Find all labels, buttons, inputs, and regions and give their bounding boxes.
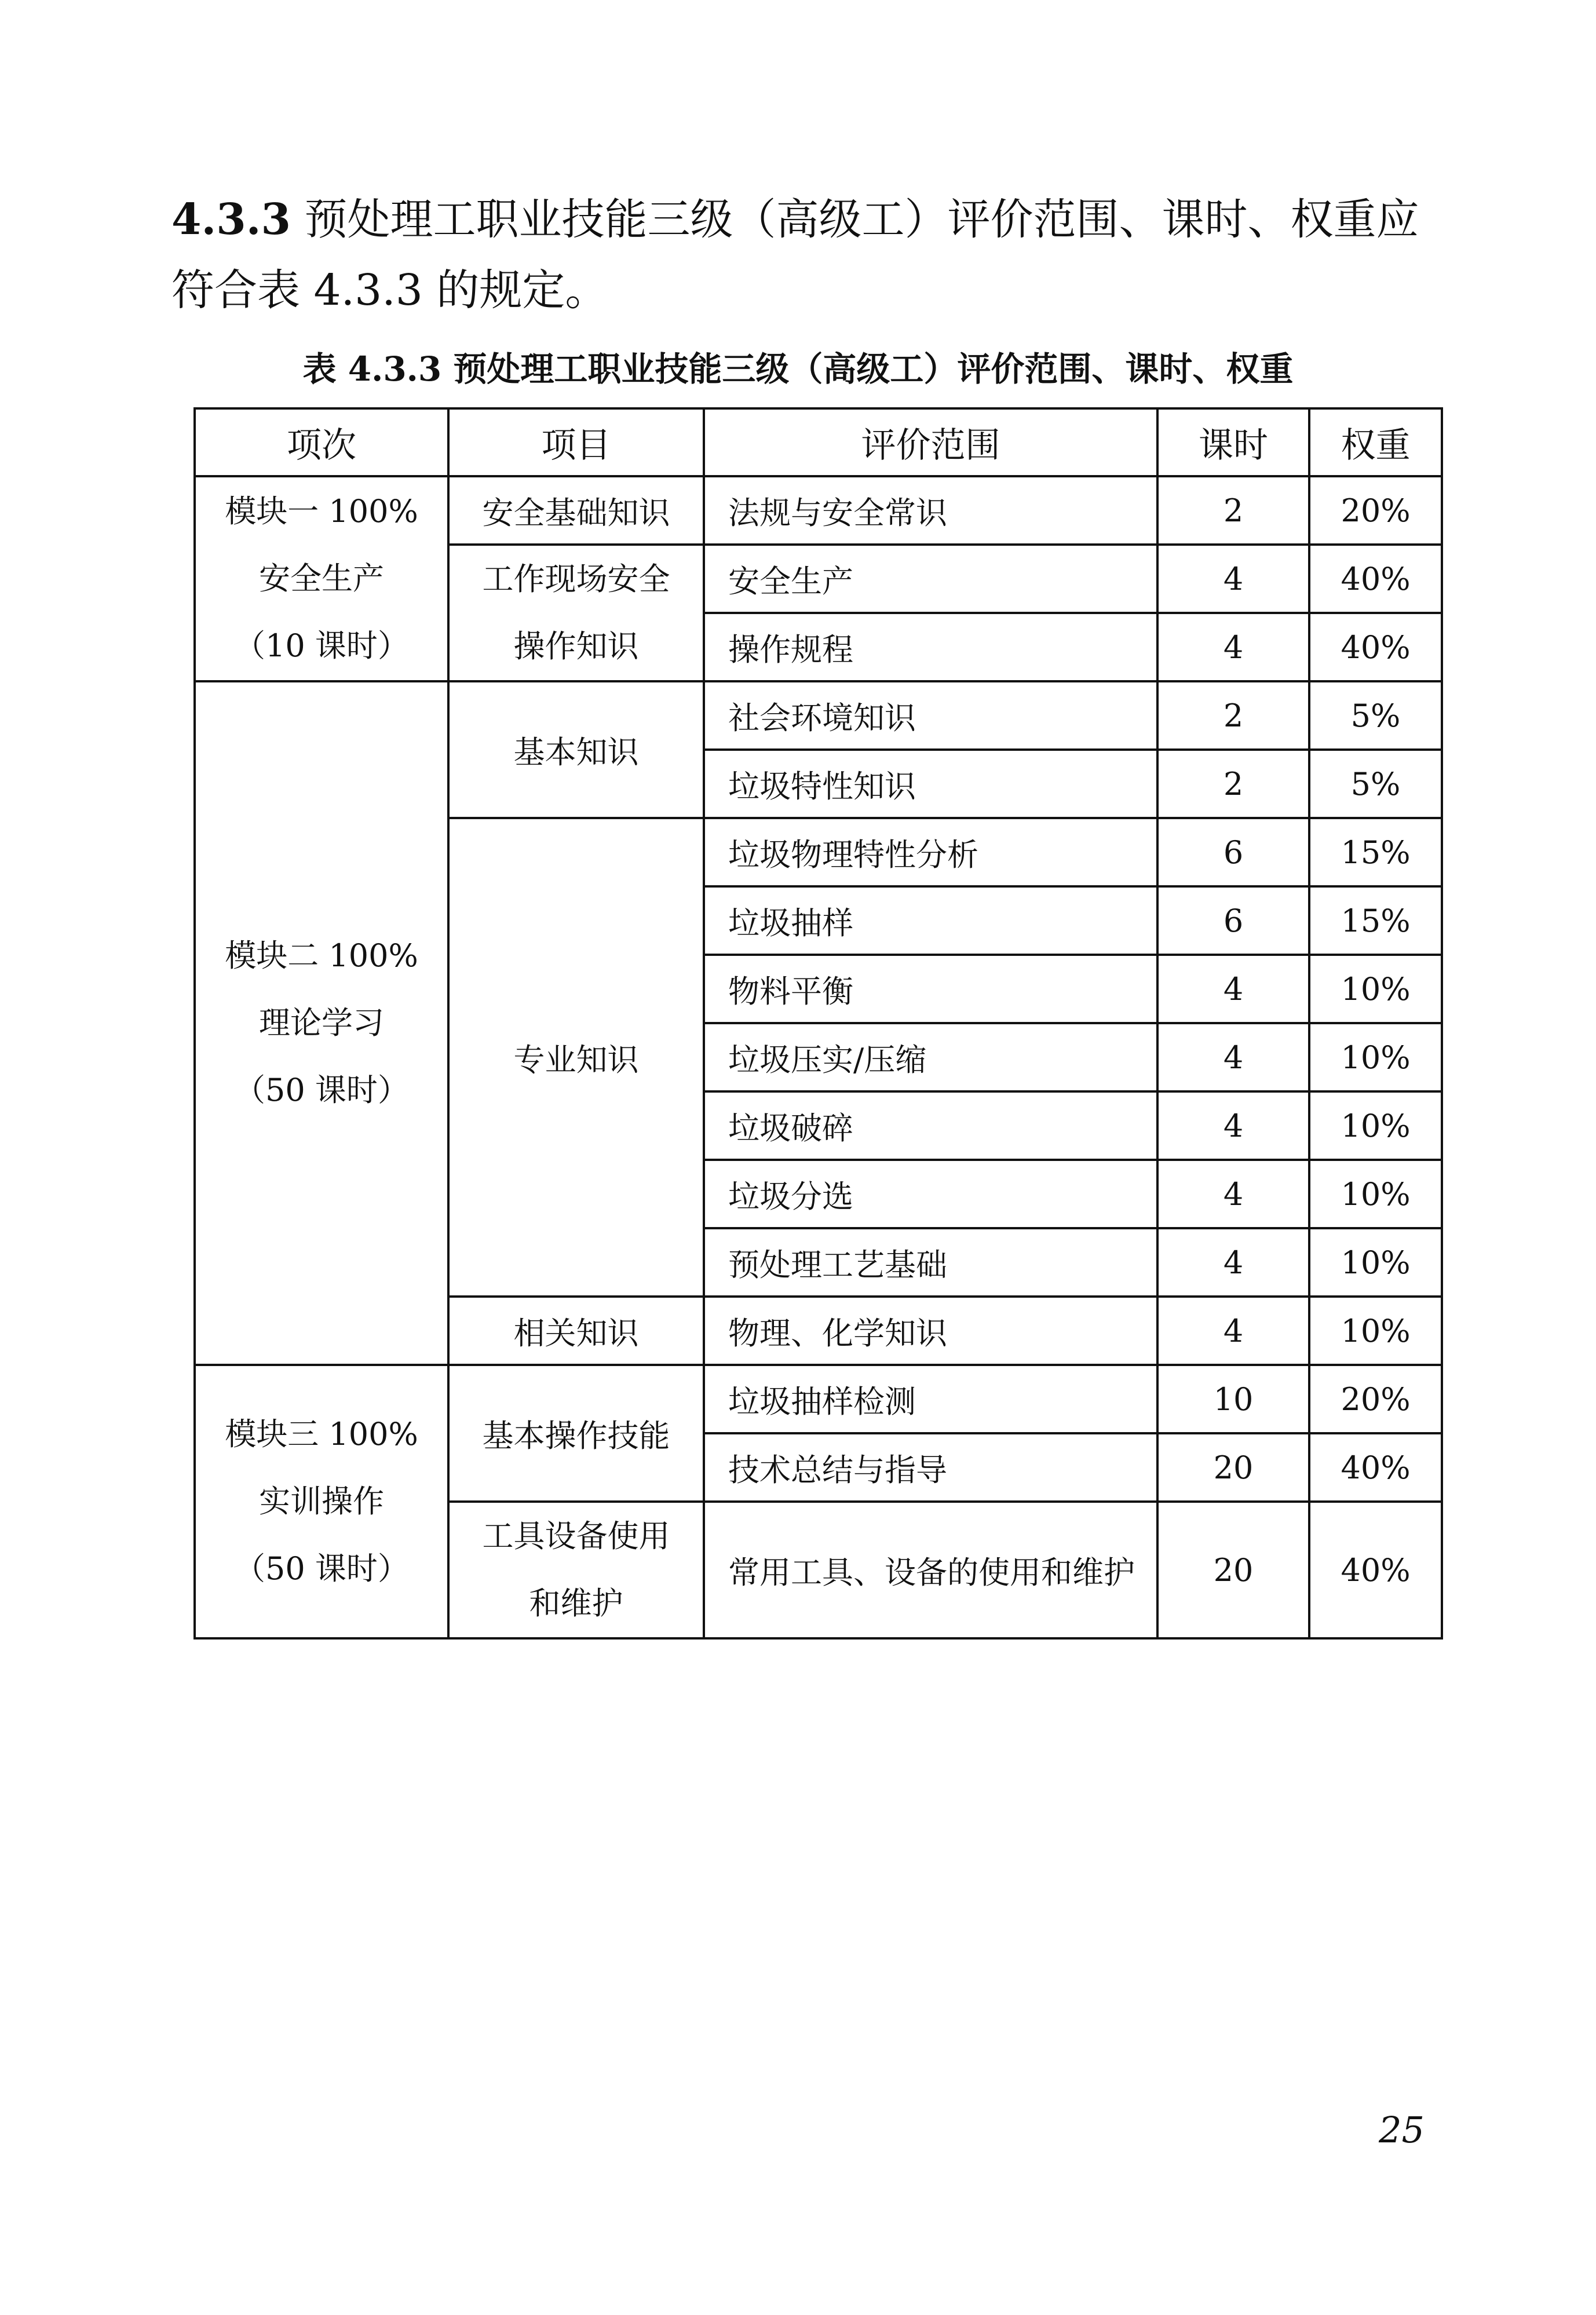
module-line: 模块二 100% [225,937,418,974]
table-row [195,681,1442,750]
scope-cell: 垃圾抽样检测 [704,1365,1157,1433]
hours-cell: 4 [1157,1091,1309,1160]
item-line: 操作知识 [513,628,639,664]
intro-text: 预处理工职业技能三级（高级工）评价范围、课时、权重应符合表 4.3.3 的规定。 [171,195,1419,315]
weight-cell: 10% [1309,1228,1442,1297]
header-row [195,408,1442,476]
weight-cell: 10% [1309,1160,1442,1228]
hours-cell: 2 [1157,750,1309,818]
weight-cell: 5% [1309,750,1442,818]
section-number: 4.3.3 [171,195,291,244]
weight-cell: 20% [1309,476,1442,545]
item-cell [448,1502,704,1638]
scope-cell: 垃圾抽样 [704,886,1157,955]
scope-cell: 技术总结与指导 [704,1433,1157,1502]
evaluation-table [193,407,1443,1640]
weight-cell: 10% [1309,1091,1442,1160]
module-line: 模块一 100% [225,493,418,530]
scope-cell: 法规与安全常识 [704,476,1157,545]
module-line: （50 课时） [234,1550,409,1587]
scope-cell: 垃圾特性知识 [704,750,1157,818]
table-row [195,476,1442,545]
hours-cell: 4 [1157,1160,1309,1228]
hours-cell: 4 [1157,955,1309,1023]
weight-cell: 15% [1309,886,1442,955]
hours-cell: 2 [1157,476,1309,545]
hours-cell: 4 [1157,1023,1309,1091]
module-line: 模块三 100% [225,1416,418,1452]
header-cell: 课时 [1157,408,1309,476]
table-caption [0,342,1596,390]
item-cell: 基本知识 [448,681,704,818]
hours-cell: 4 [1157,1228,1309,1297]
hours-cell: 10 [1157,1365,1309,1433]
item-cell: 基本操作技能 [448,1365,704,1502]
scope-cell: 物料平衡 [704,955,1157,1023]
scope-cell: 垃圾破碎 [704,1091,1157,1160]
item-line: 工作现场安全 [482,561,670,597]
item-cell: 专业知识 [448,818,704,1297]
weight-cell: 40% [1309,545,1442,613]
scope-cell: 垃圾分选 [704,1160,1157,1228]
hours-cell: 2 [1157,681,1309,750]
scope-cell: 操作规程 [704,613,1157,681]
intro-paragraph [171,184,1434,326]
hours-cell: 6 [1157,818,1309,886]
scope-cell: 预处理工艺基础 [704,1228,1157,1297]
scope-cell: 物理、化学知识 [704,1297,1157,1365]
header-cell: 评价范围 [704,408,1157,476]
module-line: 理论学习 [259,1005,384,1041]
header-cell: 项目 [448,408,704,476]
item-cell [448,545,704,681]
module-line: （50 课时） [234,1072,409,1108]
weight-cell: 15% [1309,818,1442,886]
hours-cell: 4 [1157,613,1309,681]
module-cell [195,1365,448,1638]
item-line: 和维护 [529,1585,623,1622]
scope-cell: 垃圾压实/压缩 [704,1023,1157,1091]
item-cell: 安全基础知识 [448,476,704,545]
item-cell: 相关知识 [448,1297,704,1365]
header-cell: 项次 [195,408,448,476]
hours-cell: 6 [1157,886,1309,955]
caption-prefix: 表 [302,349,348,389]
scope-cell: 垃圾物理特性分析 [704,818,1157,886]
weight-cell: 10% [1309,955,1442,1023]
item-line: 工具设备使用 [482,1518,670,1554]
hours-cell: 20 [1157,1502,1309,1638]
hours-cell: 4 [1157,1297,1309,1365]
module-line: （10 课时） [234,627,409,664]
weight-cell: 40% [1309,1502,1442,1638]
hours-cell: 20 [1157,1433,1309,1502]
weight-cell: 40% [1309,1433,1442,1502]
module-line: 实训操作 [259,1483,384,1520]
caption-number: 4.3.3 [348,349,442,389]
header-cell: 权重 [1309,408,1442,476]
scope-cell: 常用工具、设备的使用和维护 [704,1502,1157,1638]
page-number: 25 [1379,2109,1425,2151]
weight-cell: 10% [1309,1023,1442,1091]
scope-cell: 社会环境知识 [704,681,1157,750]
module-cell [195,681,448,1365]
module-line: 安全生产 [259,560,384,597]
weight-cell: 5% [1309,681,1442,750]
table-row [195,1365,1442,1433]
hours-cell: 4 [1157,545,1309,613]
weight-cell: 10% [1309,1297,1442,1365]
scope-cell: 安全生产 [704,545,1157,613]
weight-cell: 20% [1309,1365,1442,1433]
weight-cell: 40% [1309,613,1442,681]
module-cell [195,476,448,681]
caption-title: 预处理工职业技能三级（高级工）评价范围、课时、权重 [441,349,1294,389]
